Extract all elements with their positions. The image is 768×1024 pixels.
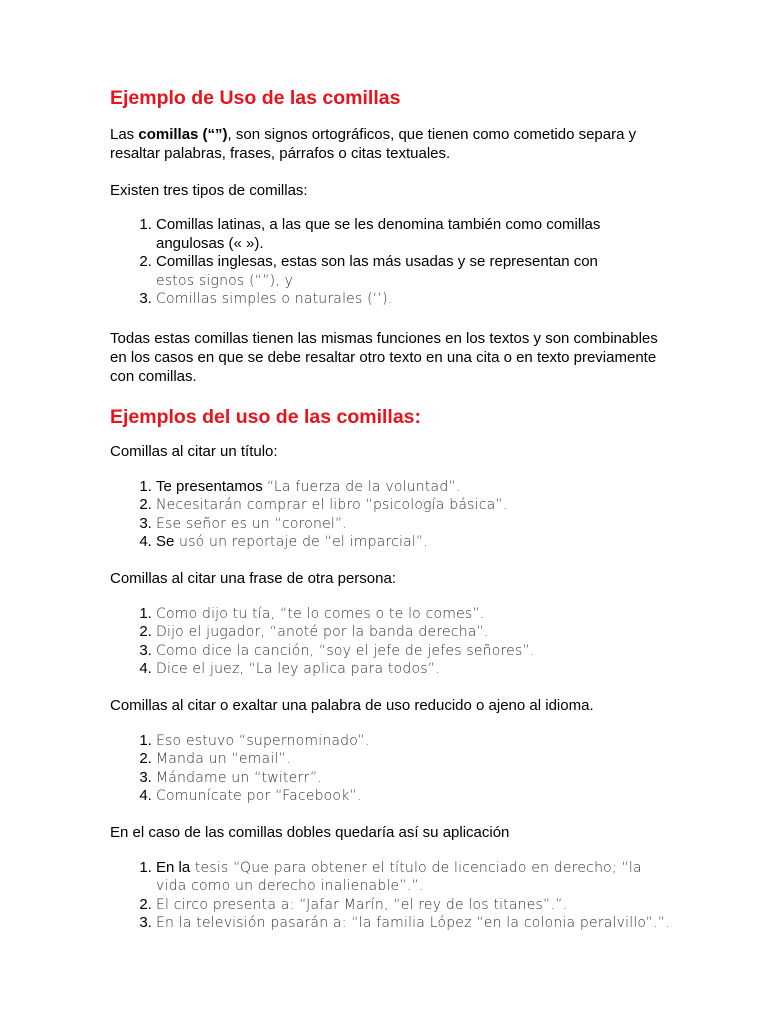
list-item: 2. Comillas inglesas, estas son las más usadas y se representan con estos signos (“”), y — [156, 253, 670, 290]
list-item: 1. Como dijo tu tía, “te lo comes o te lo comes”. — [156, 605, 670, 624]
document-page — [110, 86, 670, 947]
list-item: 1. Eso estuvo “supernominado”. — [156, 732, 670, 751]
section-label: Comillas al citar un título: — [110, 442, 278, 460]
page-title: Ejemplo de Uso de las comillas — [110, 87, 401, 109]
types-intro: Existen tres tipos de comillas: — [110, 182, 308, 199]
list-item: 1. Te presentamos “La fuerza de la voluntad”. — [156, 478, 670, 497]
section-label: En el caso de las comillas dobles quedaría así su aplicación — [110, 823, 510, 841]
list-item: 3. Ese señor es un “coronel”. — [156, 515, 670, 534]
list-item: 3. Como dice la canción, “soy el jefe de jefes señores”. — [156, 642, 670, 661]
intro-bold: comillas (“”) — [138, 126, 228, 143]
list-item: 2. Manda un “email”. — [156, 750, 670, 769]
list-item: 2. Necesitarán comprar el libro “psicología básica”. — [156, 496, 670, 515]
types-list — [110, 216, 670, 309]
section-subtitle: Ejemplos del uso de las comillas: — [110, 405, 422, 428]
list-item: 4. Comunícate por “Facebook”. — [156, 787, 670, 806]
intro-paragraph — [110, 125, 670, 163]
summary-paragraph: Todas estas comillas tienen las mismas funciones en los textos y son combinables en los casos en que se debe resaltar otro texto en una cita o en texto previamente con comillas. — [110, 329, 658, 385]
examples-list — [110, 605, 670, 679]
examples-list — [110, 859, 670, 933]
intro-post: , son signos ortográficos, que tienen como cometido separa y resaltar palabras, frases, párrafos o citas textuales. — [110, 126, 637, 162]
examples-list — [110, 732, 670, 806]
list-item: 1. En la tesis “Que para obtener el título de licenciado en derecho; “la vida como un derecho inalienable”.”. — [156, 859, 670, 896]
list-item: 4. Dice el juez, “La ley aplica para todos”. — [156, 660, 670, 679]
list-item: 3. Mándame un “twiterr”. — [156, 769, 670, 788]
list-item: 4. Se usó un reportaje de “el imparcial”. — [156, 533, 670, 552]
intro-pre: Las — [110, 126, 139, 143]
list-item: 2. El circo presenta a: “Jafar Marín, “el rey de los titanes”.”. — [156, 896, 670, 915]
examples-list — [110, 478, 670, 552]
section-label: Comillas al citar una frase de otra persona: — [110, 569, 396, 587]
list-item: 2. Dijo el jugador, “anoté por la banda derecha”. — [156, 623, 670, 642]
list-item: 1. Comillas latinas, a las que se les denomina también como comillas angulosas (« »). — [156, 216, 670, 253]
list-item: 3. En la televisión pasarán a: “la familia López “en la colonia peralvillo”.”. — [156, 914, 670, 933]
section-label: Comillas al citar o exaltar una palabra de uso reducido o ajeno al idioma. — [110, 696, 594, 714]
list-item: 3. Comillas simples o naturales (‘’). — [156, 290, 670, 309]
